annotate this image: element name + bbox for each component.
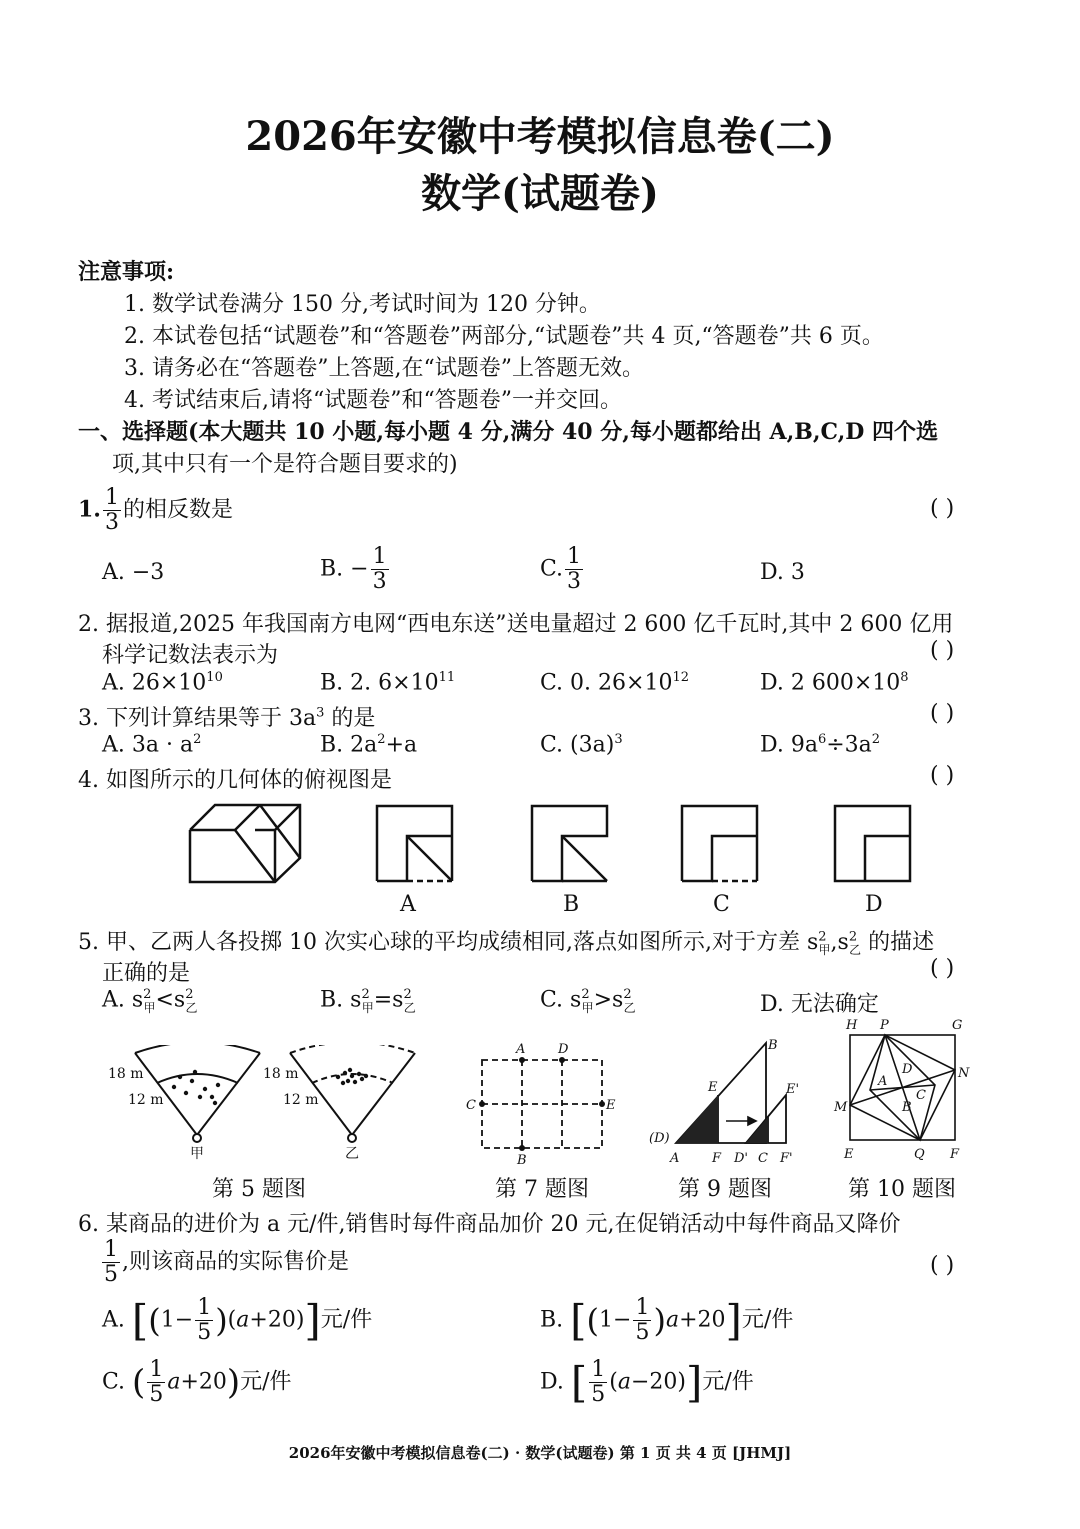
q5-option-d: D. 无法确定 xyxy=(760,992,879,1017)
q5-option-b: B. $s^2_甲=s^2_乙$ xyxy=(320,987,416,1015)
q6-option-c: C. ( $\frac{1}{5}$ a+20)元/件 xyxy=(102,1357,292,1407)
svg-text:A: A xyxy=(670,1151,680,1165)
q4-option-b-figure xyxy=(527,803,612,885)
fig9-caption: 第 9 题图 xyxy=(678,1177,772,1202)
fig5-dist-12-yi: 12 m xyxy=(283,1092,319,1108)
fig10-diagram xyxy=(830,1015,980,1165)
svg-text:P: P xyxy=(880,1018,889,1033)
fig7-diagram xyxy=(462,1040,622,1165)
fig5-label-jia: 甲 xyxy=(190,1146,204,1162)
answer-blank[interactable]: ( ) xyxy=(930,638,955,663)
section-heading: 一、选择题(本大题共 10 小题,每小题 4 分,满分 40 分,每小题都给出 A,B,C,D 四个选 xyxy=(78,419,939,445)
svg-text:D': D' xyxy=(734,1151,748,1165)
question-3: 3. 下列计算结果等于 $3a^3$ 的是 xyxy=(78,705,376,731)
answer-blank[interactable]: ( ) xyxy=(930,956,955,981)
svg-text:E: E xyxy=(844,1147,854,1162)
answer-blank[interactable]: ( ) xyxy=(930,763,955,788)
question-5: 5. 甲、乙两人各投掷 10 次实心球的平均成绩相同,落点如图所示,对于方差 $s^2_甲,s^2_乙$ 的描述 xyxy=(78,929,935,958)
svg-text:(D): (D) xyxy=(649,1131,670,1146)
question-2-cont: 科学记数法表示为 xyxy=(102,643,279,668)
q2-option-c: C. 0. $26\times 10^{12}$ xyxy=(540,670,689,696)
fig5-caption: 第 5 题图 xyxy=(212,1177,306,1202)
question-4: 4. 如图所示的几何体的俯视图是 xyxy=(78,768,392,793)
q1-option-b: B. − $\frac{1}{3}$ xyxy=(320,544,387,594)
q2-option-b: B. 2. $6\times 10^{11}$ xyxy=(320,670,456,696)
svg-text:F: F xyxy=(712,1151,722,1165)
q3-option-d: D. $9a^6\div 3a^2$ xyxy=(760,732,881,758)
q1-option-c: C. $\frac{1}{3}$ xyxy=(540,544,582,594)
q5-option-c: C. $s^2_甲>s^2_乙$ xyxy=(540,987,636,1015)
q4-label-d: D xyxy=(865,892,883,917)
svg-text:N: N xyxy=(958,1066,970,1081)
section-heading-cont: 项,其中只有一个是符合题目要求的) xyxy=(112,452,458,477)
fig7-caption: 第 7 题图 xyxy=(495,1177,589,1202)
notes-heading: 注意事项: xyxy=(78,259,175,285)
svg-text:D: D xyxy=(558,1042,569,1057)
svg-text:D: D xyxy=(902,1062,913,1077)
svg-text:H: H xyxy=(846,1018,858,1033)
question-6-cont: $\frac{1}{5}$ ,则该商品的实际售价是 xyxy=(104,1237,349,1287)
q1-option-d: D. 3 xyxy=(760,560,805,585)
svg-text:E': E' xyxy=(786,1082,800,1097)
fig5-label-yi: 乙 xyxy=(345,1146,359,1162)
svg-text:F: F xyxy=(950,1147,960,1162)
q3-option-a: A. $3a \cdot a^2$ xyxy=(102,732,202,758)
q1-option-a: A. −3 xyxy=(102,560,165,585)
q5-option-a: A. $s^2_甲<s^2_乙$ xyxy=(102,987,198,1015)
notes-item: 4. 考试结束后,请将“试题卷”和“答题卷”一并交回。 xyxy=(124,388,622,413)
svg-text:B: B xyxy=(768,1038,778,1053)
fig10-caption: 第 10 题图 xyxy=(848,1177,956,1202)
svg-text:A: A xyxy=(878,1074,888,1089)
q2-option-a: A. $26\times 10^{10}$ xyxy=(102,670,223,696)
q6-option-b: B. [(1− $\frac{1}{5}$ )a+20]元/件 xyxy=(540,1295,794,1345)
question-5-cont: 正确的是 xyxy=(102,961,191,986)
svg-text:C: C xyxy=(758,1151,768,1165)
notes-item: 3. 请务必在“答题卷”上答题,在“试题卷”上答题无效。 xyxy=(124,356,644,381)
fig5-dist-18-yi: 18 m xyxy=(263,1066,299,1082)
svg-text:M: M xyxy=(834,1100,848,1115)
page-title: 2026年安徽中考模拟信息卷(二) xyxy=(245,113,835,160)
q4-label-a: A xyxy=(400,892,416,917)
svg-text:B: B xyxy=(902,1100,912,1115)
q3-option-b: B. $2a^2+a$ xyxy=(320,732,418,758)
svg-text:E: E xyxy=(606,1098,616,1113)
answer-blank[interactable]: ( ) xyxy=(930,1253,955,1278)
svg-text:Q: Q xyxy=(914,1147,925,1162)
svg-text:C: C xyxy=(916,1088,926,1103)
q4-solid-figure xyxy=(185,800,305,886)
q6-option-a: A. [(1− $\frac{1}{5}$ )(a+20)]元/件 xyxy=(102,1295,373,1345)
svg-text:F': F' xyxy=(780,1151,793,1165)
q6-option-d: D. [ $\frac{1}{5}$ (a−20)]元/件 xyxy=(540,1357,754,1407)
svg-text:G: G xyxy=(952,1018,963,1033)
answer-blank[interactable]: ( ) xyxy=(930,701,955,726)
svg-text:E: E xyxy=(708,1080,718,1095)
svg-text:A: A xyxy=(516,1042,526,1057)
answer-blank[interactable]: ( ) xyxy=(930,496,955,521)
q2-option-d: D. 2 $600\times 10^8$ xyxy=(760,670,909,696)
q4-option-c-figure xyxy=(677,803,762,885)
fig9-diagram xyxy=(648,1035,808,1165)
question-2: 2. 据报道,2025 年我国南方电网“西电东送”送电量超过 2 600 亿千瓦时,其中 2 600 亿用 xyxy=(78,612,954,637)
fig5-dist-18-jia: 18 m xyxy=(108,1066,144,1082)
notes-item: 2. 本试卷包括“试题卷”和“答题卷”两部分,“试题卷”共 4 页,“答题卷”共 6 页。 xyxy=(124,324,884,349)
svg-text:C: C xyxy=(466,1098,476,1113)
page-footer: 2026年安徽中考模拟信息卷(二) · 数学(试题卷) 第 1 页 共 4 页 [JHMJ] xyxy=(288,1444,792,1462)
fig5-dist-12-jia: 12 m xyxy=(128,1092,164,1108)
q3-option-c: C. $(3a)^3$ xyxy=(540,732,623,758)
q4-option-a-figure xyxy=(372,803,457,885)
question-1: 1. $\frac{1}{3}$ 的相反数是 xyxy=(78,485,233,535)
svg-text:B: B xyxy=(517,1153,527,1165)
q4-label-b: B xyxy=(563,892,580,917)
page-subtitle: 数学(试题卷) xyxy=(421,170,659,217)
q4-option-d-figure xyxy=(830,803,915,885)
notes-item: 1. 数学试卷满分 150 分,考试时间为 120 分钟。 xyxy=(124,292,601,317)
question-6: 6. 某商品的进价为 a 元/件,销售时每件商品加价 20 元,在促销活动中每件商品又降价 xyxy=(78,1212,901,1237)
q4-label-c: C xyxy=(713,892,730,917)
